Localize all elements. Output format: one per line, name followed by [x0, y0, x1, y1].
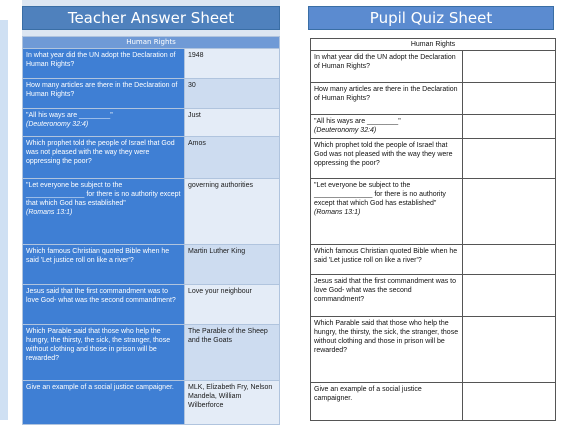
question-cell: "Let everyone be subject to the _______________ for there is no authority except that which God has established" (Romans 13:1) [311, 179, 463, 245]
question-cell: Which famous Christian quoted Bible when he said 'Let justice roll on like a river'? [23, 245, 185, 285]
table-row [23, 325, 280, 381]
table-row [311, 179, 556, 245]
left-edge-strip [0, 0, 16, 431]
table-row [23, 245, 280, 285]
question-cell: "All his ways are ________" (Deuteronomy 32:4) [23, 109, 185, 137]
answer-cell: Martin Luther King [185, 245, 280, 285]
question-cell: Which Parable said that those who help the hungry, the thirsty, the sick, the stranger, those without clothing and those in prison will be rewarded? [23, 325, 185, 381]
table-row [23, 137, 280, 179]
table-row [23, 109, 280, 137]
pupil-quiz-table [310, 38, 556, 421]
table-row [311, 275, 556, 317]
answer-cell: Amos [185, 137, 280, 179]
answer-cell: Just [185, 109, 280, 137]
question-cell: "Let everyone be subject to the _______________ for there is no authority except that which God has established" (Romans 13:1) [23, 179, 185, 245]
answer-blank-cell[interactable] [463, 275, 556, 317]
answer-cell: 30 [185, 79, 280, 109]
answer-blank-cell[interactable] [463, 83, 556, 115]
left-edge-bar [0, 20, 8, 420]
answer-cell: The Parable of the Sheep and the Goats [185, 325, 280, 381]
table-row [311, 115, 556, 139]
answer-blank-cell[interactable] [463, 179, 556, 245]
table-row [311, 245, 556, 275]
question-cell: "All his ways are ________" (Deuteronomy 32:4) [311, 115, 463, 139]
question-cell: Give an example of a social justice campaigner. [23, 381, 185, 425]
teacher-answer-table [22, 36, 280, 425]
answer-cell: MLK, Elizabeth Fry, Nelson Mandela, William Wilberforce [185, 381, 280, 425]
table-row [23, 381, 280, 425]
table-row [311, 139, 556, 179]
answer-blank-cell[interactable] [463, 383, 556, 421]
answer-cell: 1948 [185, 49, 280, 79]
answer-blank-cell[interactable] [463, 139, 556, 179]
answer-blank-cell[interactable] [463, 317, 556, 383]
table-row [311, 317, 556, 383]
teacher-table-title: Human Rights [23, 37, 280, 49]
question-cell: In what year did the UN adopt the Declaration of Human Rights? [23, 49, 185, 79]
answer-blank-cell[interactable] [463, 115, 556, 139]
question-cell: How many articles are there in the Declaration of Human Rights? [23, 79, 185, 109]
question-cell: How many articles are there in the Declaration of Human Rights? [311, 83, 463, 115]
pupil-quiz-sheet [300, 0, 562, 421]
question-cell: Which prophet told the people of Israel that God was not pleased with the way they were oppressing the poor? [23, 137, 185, 179]
answer-cell: Love your neighbour [185, 285, 280, 325]
question-cell: Jesus said that the first commandment was to love God- what was the second commandment? [311, 275, 463, 317]
table-row [23, 79, 280, 109]
table-row [23, 285, 280, 325]
question-cell: In what year did the UN adopt the Declaration of Human Rights? [311, 51, 463, 83]
question-cell: Which famous Christian quoted Bible when he said 'Let justice roll on like a river'? [311, 245, 463, 275]
question-cell: Jesus said that the first commandment was to love God- what was the second commandment? [23, 285, 185, 325]
teacher-sheet-title: Teacher Answer Sheet [22, 6, 280, 30]
answer-blank-cell[interactable] [463, 245, 556, 275]
teacher-answer-sheet [22, 0, 280, 421]
answer-cell: governing authorities [185, 179, 280, 245]
question-cell: Which Parable said that those who help the hungry, the thirsty, the sick, the stranger, those without clothing and those in prison will be rewarded? [311, 317, 463, 383]
table-row [23, 49, 280, 79]
teacher-table-title-row [23, 37, 280, 49]
table-row [311, 51, 556, 83]
pupil-sheet-title: Pupil Quiz Sheet [308, 6, 554, 30]
question-cell: Give an example of a social justice campaigner. [311, 383, 463, 421]
pupil-table-title-row [311, 39, 556, 51]
question-cell: Which prophet told the people of Israel that God was not pleased with the way they were oppressing the poor? [311, 139, 463, 179]
table-row [23, 179, 280, 245]
pupil-table-title: Human Rights [311, 39, 556, 51]
answer-blank-cell[interactable] [463, 51, 556, 83]
table-row [311, 83, 556, 115]
table-row [311, 383, 556, 421]
